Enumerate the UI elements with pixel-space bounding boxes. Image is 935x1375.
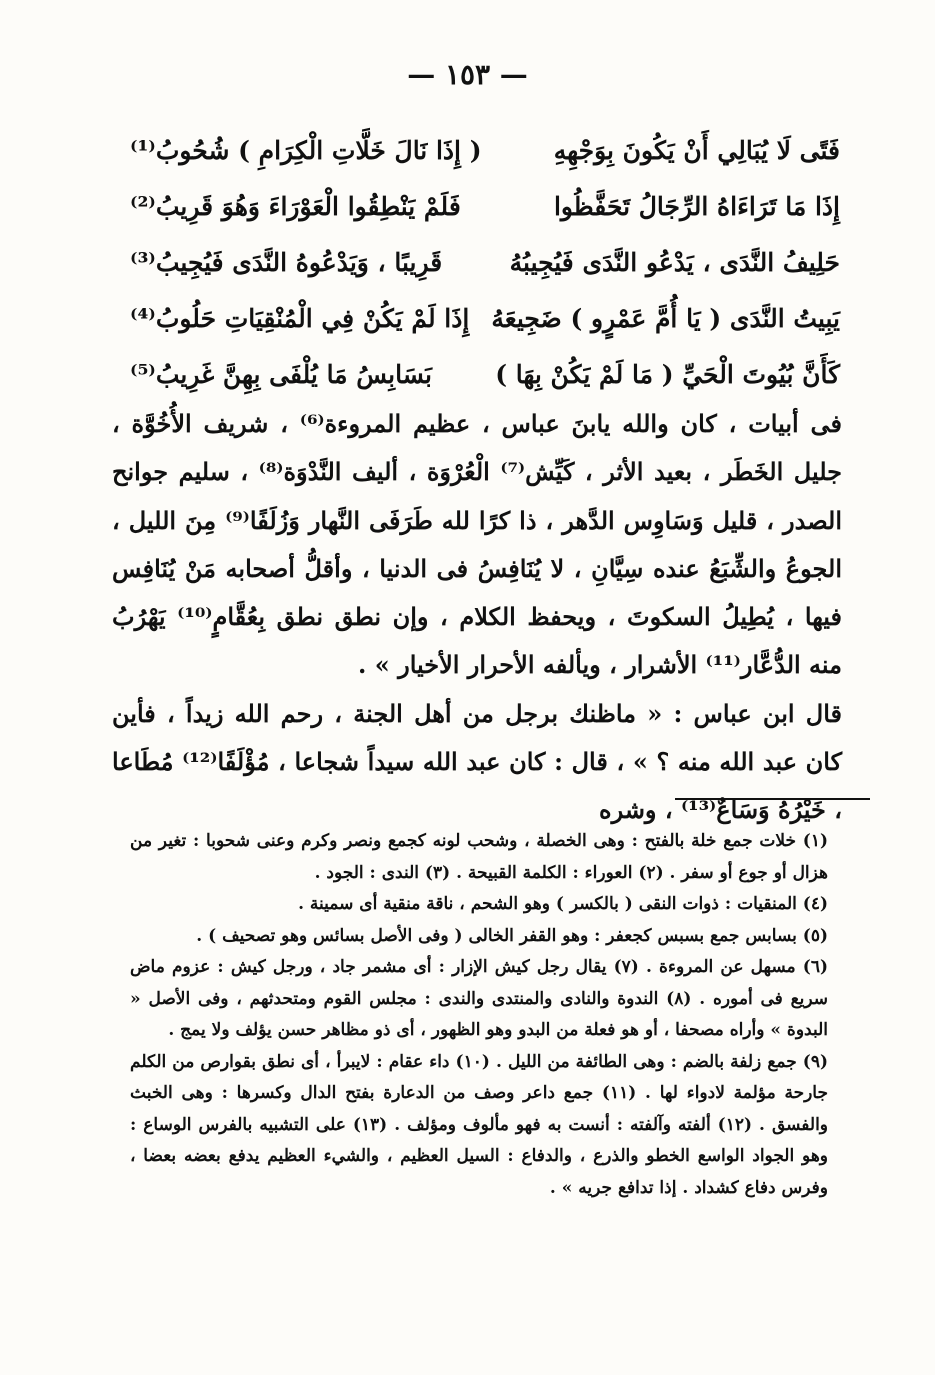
verse-line [130,346,840,402]
verse-first-hemistich: حَلِيفُ النَّدَى ، يَدْعُو النَّدَى فَيُجِيبُهُ [509,247,840,277]
prose-paragraph: فى أبيات ، كان والله يابنَ عباس ، عظيم المروءة⁽⁶⁾ ، شريف الأُخُوَّة ، جليل الخَطَر ، بعيد الأثر ، كَيِّش⁽⁷⁾ الْعُرْوَة ، أليف النَّدْوَة⁽⁸⁾ ، سليم جوانح الصدر ، قليل وَسَاوِس الدَّهر ، ذا كرًا لله طَرَفَى النَّهار وَزُلَفًا⁽⁹⁾ مِنَ الليل ، الجوعُ والشِّبَعُ عنده سِيَّانِ ، لا يُنَافِسُ فى الدنيا ، وأقلُّ أصحابه مَنْ يُنَافِس فيها ، يُطِيلُ السكوتَ ، ويحفظ الكلام ، وإن نطق نطق بِعُقَّامٍ⁽¹⁰⁾ يَهْرُبُ منه الدُّعَّار⁽¹¹⁾ الأشرار ، ويألفه الأحرار الأخيار » . [112,409,843,680]
footnote-item: (١) خلات جمع خلة بالفتح : وهى الخصلة ، وشحب لونه كجمع ونصر وكرم وعنى شحوبا : تغير من هزال أو جوع أو سفر . (٢) العوراء : الكلمة القبيحة . (٣) الندى : الجود . [130,831,828,883]
verse-line [130,290,840,346]
verse-first-hemistich: فَتًى لَا يُبَالِي أَنْ يَكُونَ بِوَجْهِهِ [553,135,840,165]
verse-line [130,122,840,178]
verse-first-hemistich: كَأَنَّ بُيُوتَ الْحَيِّ ( مَا لَمْ يَكُنْ بِهَا ) [495,359,840,389]
verse-line [130,234,840,290]
footnote-separator [675,798,870,800]
verse-first-hemistich: يَبِيتُ النَّدَى ( يَا أُمَّ عَمْرٍو ) ضَجِيعَهُ [491,303,840,333]
footnote-item: (٤) المنقيات : ذوات النقى ( بالكسر ) وهو الشحم ، ناقة منقية أى سمينة . [298,894,828,914]
verse-first-hemistich: إِذَا مَا تَرَاءَاهُ الرِّجَالُ تَحَفَّظُوا [553,191,840,221]
verse-second-hemistich: فَلَمْ يَنْطِقُوا الْعَوْرَاءَ وَهُوَ قَرِيبُ⁽²⁾ [130,191,461,221]
poem-verses [130,122,840,402]
verse-second-hemistich: ( إِذَا نَالَ خَلَّاتِ الْكِرَامِ ) شُحُوبُ⁽¹⁾ [130,135,482,165]
verse-second-hemistich: إِذَا لَمْ يَكُنْ فِي الْمُنْقِيَاتِ حَلُوبُ⁽⁴⁾ [130,303,470,333]
prose-paragraph: قال ابن عباس : « ماظنك برجل من أهل الجنة ، رحم الله زيداً ، فأين كان عبد الله منه ؟ » ، قال : كان عبد الله سيداً شجاعا ، مُؤْلَفًا⁽¹²⁾ مُطَاعا ، خَيْرُهُ وَسَاعٌ⁽¹³⁾ ، وشره [112,698,843,825]
footnote-item: (٩) جمع زلفة بالضم : وهى الطائفة من الليل . (١٠) داء عقام : لايبرأ ، أى نطق بقوارص من الكلم جارحة مؤلمة لادواء لها . (١١) جمع داعر وصف من الدعارة بفتح الدال وكسرها : وهى الخبث والفسق . (١٢) ألفته وآلفته : أنست به فهو مألوف ومؤلف . (١٣) على التشبيه بالفرس الوساع : وهو الجواد الواسع الخطو والذرع ، والدفاع : السيل العظيم ، والشيء العظيم يدفع بعضه بعضا ، وفرس دفاع كشداد . إذا تدافع جريه » . [130,1051,829,1198]
verse-second-hemistich: قَرِيبًا ، وَيَدْعُوهُ النَّدَى فَيُجِيبُ⁽³⁾ [130,247,443,277]
page-number: — ١٥٣ — [407,58,528,91]
verse-second-hemistich: بَسَابِسُ مَا يُلْفَى بِهِنَّ غَرِيبُ⁽⁵⁾ [130,359,432,389]
footnote-item: (٥) بسابس جمع بسبس كجعفر : وهو القفر الخالى ( وفى الأصل بسائس وهو تصحيف ) . [196,925,828,946]
footnotes [130,826,860,1204]
main-prose [112,400,842,835]
footnote-item: (٦) مسهل عن المروءة . (٧) يقال رجل كيش الإزار : أى مشمر جاد ، ورجل كيش : عزوم ماض سريع فى أموره . (٨) الندوة والنادى والمنتدى والندى : مجلس القوم ومتحدثهم ، وفى الأصل « البدوة » وأراه مصحفا ، أو هو فعلة من البدو وهو الظهور ، أى ذو مظاهر حسن يؤلف ولا يمج . [130,957,829,1040]
verse-line [130,178,840,234]
